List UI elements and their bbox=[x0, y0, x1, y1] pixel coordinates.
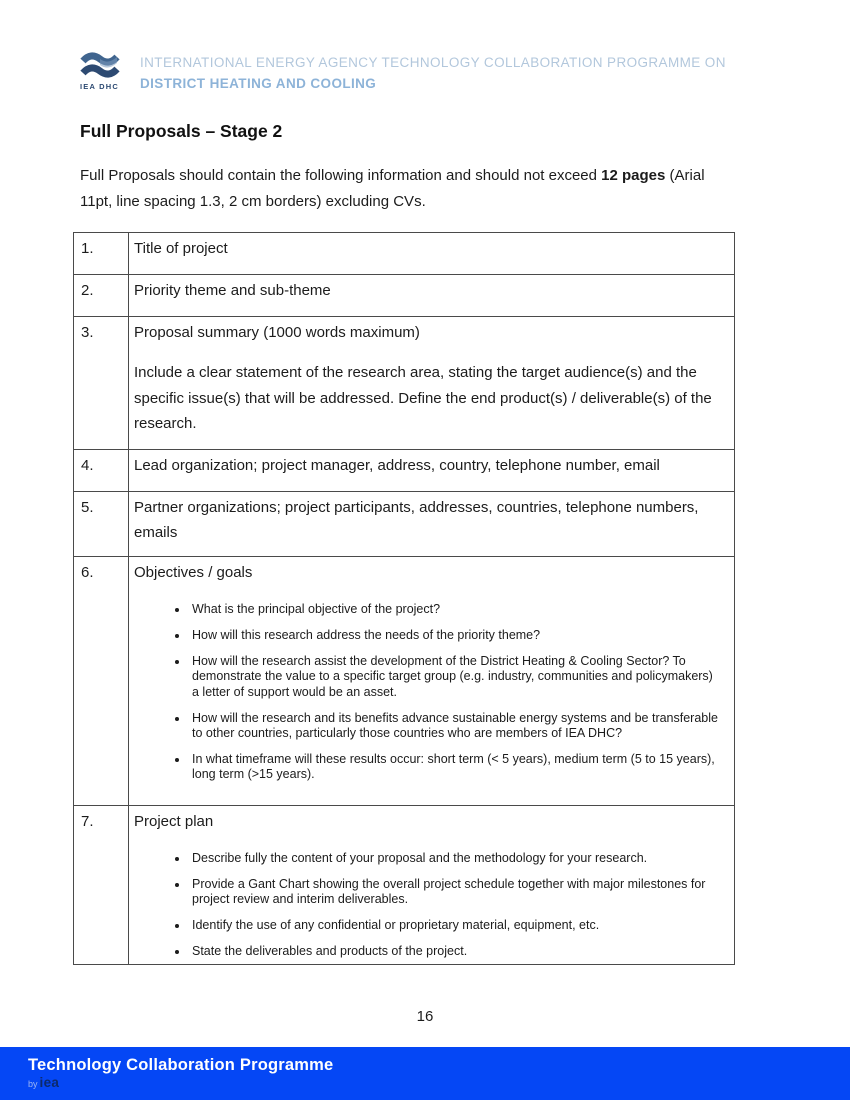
page-title: Full Proposals – Stage 2 bbox=[80, 121, 283, 141]
row-content bbox=[129, 557, 735, 806]
bullet-item: • What is the principal objective of the project? bbox=[189, 602, 720, 617]
bullet-item: • How will the research and its benefits advance sustainable energy systems and be transferable to other countries, particularly those countries who are members of IEA DHC? bbox=[189, 711, 720, 742]
row-content bbox=[129, 317, 735, 450]
row-number: 3. bbox=[74, 317, 129, 450]
intro-paragraph bbox=[80, 163, 735, 214]
intro-text-bold: 12 pages bbox=[601, 167, 666, 184]
bullet-item: • How will the research assist the development of the District Heating & Cooling Sector? To demonstrate the value to a specific target group (e.g. industry, communities and policymakers) a letter of support would be an asset. bbox=[189, 654, 720, 700]
row-content bbox=[129, 233, 735, 275]
bullet-item: • Identify the use of any confidential or proprietary material, equipment, etc. bbox=[189, 918, 720, 933]
footer-title: Technology Collaboration Programme bbox=[28, 1056, 334, 1074]
row-number: 6. bbox=[74, 557, 129, 806]
iea-brand-logo: iea bbox=[39, 1075, 60, 1090]
row-number: 5. bbox=[74, 492, 129, 557]
page-header bbox=[80, 50, 726, 94]
row-heading: Priority theme and sub-theme bbox=[134, 282, 331, 299]
table-row bbox=[74, 275, 735, 317]
row-heading: Lead organization; project manager, address, country, telephone number, email bbox=[134, 457, 660, 474]
row-content bbox=[129, 806, 735, 965]
objectives-bullet-list bbox=[134, 602, 720, 783]
header-line-2: DISTRICT HEATING AND COOLING bbox=[140, 76, 377, 91]
page-number: 16 bbox=[416, 1008, 434, 1025]
row-content bbox=[129, 450, 735, 492]
bullet-item: • How will this research address the needs of the priority theme? bbox=[189, 628, 720, 643]
table-row bbox=[74, 233, 735, 275]
row-number: 4. bbox=[74, 450, 129, 492]
footer-byline bbox=[28, 1076, 850, 1091]
row-heading: Partner organizations; project participants, addresses, countries, telephone numbers, emails bbox=[134, 499, 699, 541]
row-number: 1. bbox=[74, 233, 129, 275]
table-row bbox=[74, 557, 735, 806]
iea-dhc-logo bbox=[80, 50, 124, 91]
row-content bbox=[129, 492, 735, 557]
footer-banner bbox=[0, 1047, 850, 1100]
footer-by-label: by bbox=[28, 1079, 38, 1089]
table-row bbox=[74, 317, 735, 450]
header-text bbox=[140, 50, 726, 94]
intro-text-start: Full Proposals should contain the following information and should not exceed bbox=[80, 167, 602, 184]
proposal-requirements-table bbox=[73, 232, 735, 965]
table-row bbox=[74, 492, 735, 557]
logo-wordmark: IEA DHC bbox=[80, 82, 119, 91]
row-heading: Title of project bbox=[134, 240, 228, 257]
bullet-item: • Provide a Gant Chart showing the overall project schedule together with major milestones for project review and interim deliverables. bbox=[189, 877, 720, 908]
bullet-item: • Describe fully the content of your proposal and the methodology for your research. bbox=[189, 851, 720, 866]
row-heading: Objectives / goals bbox=[134, 564, 253, 581]
intro-text-end: (Arial 11pt, line spacing 1.3, 2 cm borders) excluding CVs. bbox=[80, 167, 705, 210]
table-row bbox=[74, 806, 735, 965]
row-number: 2. bbox=[74, 275, 129, 317]
row-number: 7. bbox=[74, 806, 129, 965]
row-heading: Proposal summary (1000 words maximum) bbox=[134, 324, 420, 341]
project-plan-bullet-list bbox=[134, 851, 720, 960]
bullet-item: • In what timeframe will these results occur: short term (< 5 years), medium term (5 to 15 years), long term (>15 years). bbox=[189, 752, 720, 783]
waves-logo-icon bbox=[80, 50, 120, 80]
row-heading: Project plan bbox=[134, 813, 214, 830]
row-paragraph: Include a clear statement of the research area, stating the target audience(s) and the specific issue(s) that will be addressed. Define the end product(s) / deliverable(s) of the research. bbox=[134, 364, 712, 432]
bullet-item: • State the deliverables and products of the project. bbox=[189, 944, 720, 959]
table-row bbox=[74, 450, 735, 492]
row-content bbox=[129, 275, 735, 317]
header-line-1: INTERNATIONAL ENERGY AGENCY TECHNOLOGY COLLABORATION PROGRAMME ON bbox=[140, 55, 726, 70]
